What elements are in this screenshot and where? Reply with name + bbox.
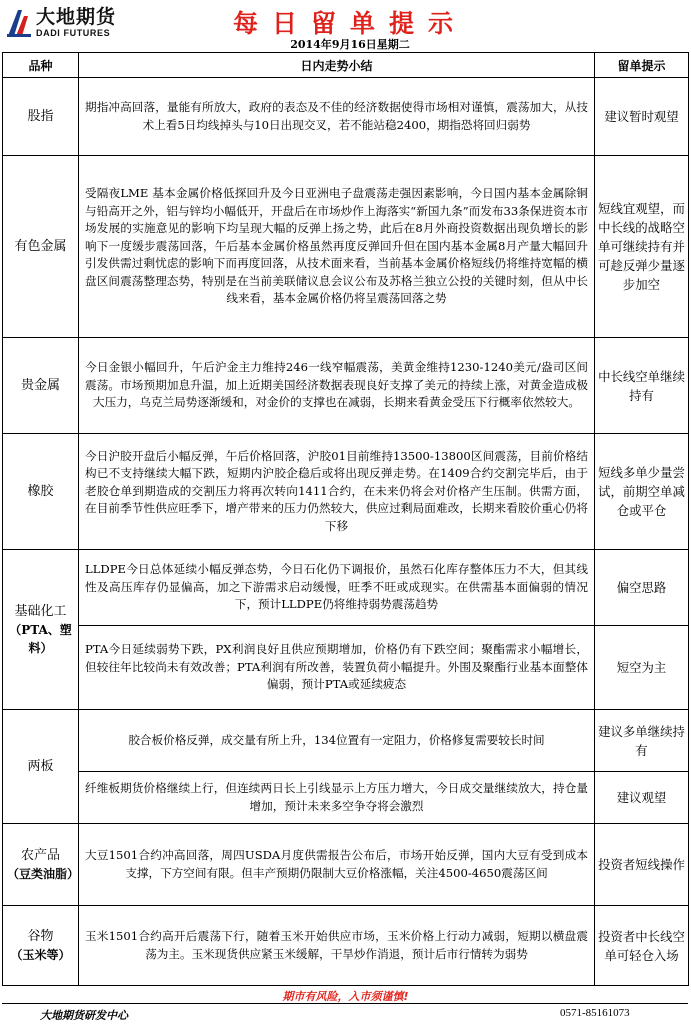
- table-row-board-plywood: [3, 710, 689, 772]
- variety-name: 谷物: [27, 928, 54, 944]
- variety-cell: 橡胶: [3, 434, 79, 550]
- advice-cell: 投资者中长线空单可轻仓入场: [595, 906, 689, 986]
- summary-cell: 玉米1501合约高开后震荡下行，随着玉米开始供应市场，玉米价格上行动力减弱，短期以横盘震荡为主。玉米现货供应紧玉米缓解，干旱炒作消退，预计后市行情转为弱势: [79, 906, 595, 986]
- summary-cell: 今日金银小幅回升，午后沪金主力维持246一线窄幅震荡，美黄金维持1230-1240美元/盎司区间震荡。市场预期加息升温，加上近期美国经济数据表现良好支撑了美元的持续上涨，对黄金造成极大压力，乌克兰局势逐渐缓和，对金价的支撑也在减弱，长期来看黄金受压下行概率依然较大。: [79, 338, 595, 434]
- advice-cell: 建议暂时观望: [595, 78, 689, 156]
- summary-cell: 期指冲高回落，量能有所放大，政府的表态及不佳的经济数据使得市场相对谨慎，震荡加大，从技术上看5日均线掉头与10日出现交叉，若不能站稳2400，期指恐将回归弱势: [79, 78, 595, 156]
- table-row-board-fiberboard: [3, 772, 689, 824]
- variety-cell: [3, 824, 79, 906]
- page-title: 每日留单提示: [232, 9, 467, 38]
- table-row-chemicals-lldpe: [3, 550, 689, 626]
- variety-cell: 股指: [3, 78, 79, 156]
- footer-organization: 大地期货研发中心: [40, 1009, 128, 1022]
- report-header: [0, 0, 691, 52]
- table-row-precious-metals: [3, 338, 689, 434]
- variety-cell: [3, 550, 79, 710]
- variety-cell: 有色金属: [3, 156, 79, 338]
- advice-cell: 中长线空单继续持有: [595, 338, 689, 434]
- table-row-grain-corn: [3, 906, 689, 986]
- summary-cell: 纤维板期货价格继续上行，但连续两日长上引线显示上方压力增大，今日成交量继续放大，持仓量增加，预计未来多空争夺将会激烈: [79, 772, 595, 824]
- footer-phone: 0571-85161073: [560, 1007, 630, 1019]
- column-header-variety: 品种: [3, 53, 79, 78]
- summary-cell: 今日沪胶开盘后小幅反弹，午后价格回落，沪胶01目前维持13500-13800区间震荡，目前价格结构已不支持继续大幅下跌，短期内沪胶企稳后或将出现反弹走势。在1409合约交割完毕后，由于老胶仓单到期造成的交割压力将再次转向1411合约，在未来仍将会对价格产生压制。供需方面，在目前季节性供应旺季下，增产带来的压力仍然较大，供应过剩局面难改，长期来看胶价重心仍将下移: [79, 434, 595, 550]
- summary-cell: 受隔夜LME 基本金属价格低探回升及今日亚洲电子盘震荡走强因素影响，今日国内基本金属除铜与铅高开之外，铝与锌均小幅低开，开盘后在市场炒作上海落实“新国九条”而发布33条保进资本市场发展的实施意见的影响下均呈现大幅的反弹上扬之势，此后在8月外商投资数据出现负增长的影响下一度缓步震荡回落，午后基本金属价格虽然再度反弹回升但在国内基本金属8月产量大幅回升引发供需过剩忧虑的影响下而再度回落，从技术面来看，当前基本金属价格短线仍将维持宽幅的横盘区间震荡整理态势，特别是在当前美联储议息会议公布及苏格兰独立公投的关键时刻，但从中长线来看，基本金属价格仍将呈震荡回落之势: [79, 156, 595, 338]
- table-row-base-metals: [3, 156, 689, 338]
- table-row-stock-index: [3, 78, 689, 156]
- variety-subname: （玉米等）: [10, 947, 71, 962]
- advice-cell: 投资者短线操作: [595, 824, 689, 906]
- summary-cell: PTA今日延续弱势下跌，PX利润良好且供应预期增加，价格仍有下跌空间；聚酯需求小幅增长，但较往年比较尚未有效改善；PTA利润有所改善，装置负荷小幅提升。外围及聚酯行业基本面整体偏弱，预计PTA或延续疲态: [79, 626, 595, 710]
- logo-english-name: DADI FUTURES: [36, 28, 111, 38]
- variety-name: 农产品: [20, 847, 60, 863]
- advice-cell: 短线宜观望，而中长线的战略空单可继续持有并可趁反弹少量逐步加空: [595, 156, 689, 338]
- risk-warning: 期市有风险，入市须谨慎!: [282, 990, 409, 1003]
- summary-cell: LLDPE今日总体延续小幅反弹态势，今日石化仍下调报价，虽然石化库存整体压力不大，但其线性及高压库存仍显偏高，加之下游需求启动缓慢，旺季不旺或成现实。在供需基本面偏弱的情况下，预计LLDPE仍将维持弱势震荡趋势: [79, 550, 595, 626]
- table-row-agri-soybean: [3, 824, 689, 906]
- company-logo: [6, 8, 116, 38]
- variety-cell: [3, 906, 79, 986]
- table-row-chemicals-pta: [3, 626, 689, 710]
- report-date: 2014年9月16日星期二: [290, 38, 410, 51]
- summary-cell: 大豆1501合约冲高回落，周四USDA月度供需报告公布后，市场开始反弹，国内大豆有受到成本支撑，下方空间有限。但丰产预期仍限制大豆价格涨幅，关注4500-4650震荡区间: [79, 824, 595, 906]
- variety-subname: （PTA、塑料）: [9, 622, 72, 655]
- position-tips-table: [2, 52, 689, 986]
- dadi-logo-icon: [6, 8, 32, 38]
- advice-cell: 短空为主: [595, 626, 689, 710]
- summary-cell: 胶合板价格反弹，成交量有所上升，134位置有一定阻力，价格修复需要较长时间: [79, 710, 595, 772]
- advice-cell: 短线多单少量尝试，前期空单减仓或平仓: [595, 434, 689, 550]
- advice-cell: 建议观望: [595, 772, 689, 824]
- column-header-advice: 留单提示: [595, 53, 689, 78]
- table-row-rubber: [3, 434, 689, 550]
- advice-cell: 建议多单继续持有: [595, 710, 689, 772]
- footer-divider: [2, 1003, 688, 1004]
- variety-cell: 两板: [3, 710, 79, 824]
- column-header-summary: 日内走势小结: [79, 53, 595, 78]
- advice-cell: 偏空思路: [595, 550, 689, 626]
- logo-chinese-name: 大地期货: [36, 6, 117, 28]
- variety-subname: （豆类油脂）: [7, 866, 80, 881]
- variety-name: 基础化工: [14, 603, 67, 619]
- variety-cell: 贵金属: [3, 338, 79, 434]
- table-header-row: [3, 53, 689, 78]
